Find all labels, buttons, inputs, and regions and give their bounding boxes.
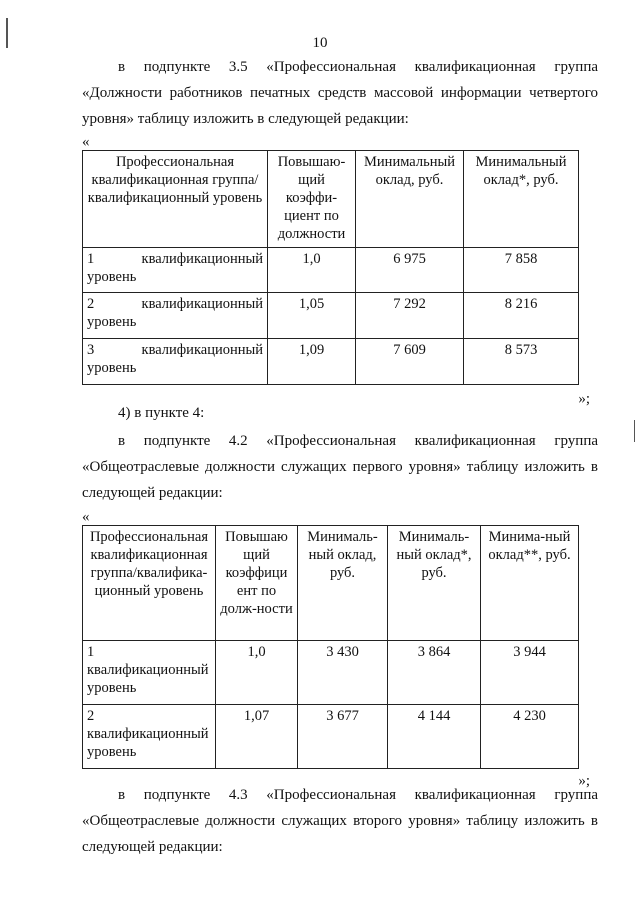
paragraph-line: «Общеотраслевые должности служащих второго уровня» таблицу изложить в [82, 813, 598, 829]
paragraph-line: в подпункте 4.2 «Профессиональная квалификационная группа [118, 433, 598, 449]
level-cell [83, 248, 268, 293]
paragraph-line: «Должности работников печатных средств массовой информации четвертого [82, 85, 598, 101]
level-tail: уровень [87, 680, 137, 696]
scan-mark-right [634, 420, 635, 442]
level-cell [83, 339, 268, 385]
coef-cell: 1,0 [268, 248, 356, 293]
coef-cell: 1,0 [216, 641, 298, 705]
paragraph-3-5 [82, 54, 598, 132]
min-salary-star-cell: 4 144 [388, 705, 481, 769]
paragraph-item-4 [82, 400, 598, 426]
header-cell: Минималь-ный оклад*, руб. [388, 526, 481, 641]
paragraph-line: 4) в пункте 4: [118, 405, 205, 421]
header-cell: Минима-ный оклад**, руб. [481, 526, 579, 641]
table-row [83, 339, 579, 385]
level-tail: уровень [87, 269, 137, 285]
min-salary-cell: 3 430 [298, 641, 388, 705]
level-tail: уровень [87, 314, 137, 330]
paragraph-line: «Общеотраслевые должности служащих первого уровня» таблицу изложить в [82, 459, 598, 475]
table-row [83, 705, 579, 769]
level-cell [83, 293, 268, 339]
header-cell: Повышаю щий коэффици ент по долж-ности [216, 526, 298, 641]
level-tail: уровень [87, 360, 137, 376]
min-salary-star-cell: 3 864 [388, 641, 481, 705]
coef-cell: 1,09 [268, 339, 356, 385]
level-word: квалификационный [87, 662, 209, 678]
paragraph-line: уровня» таблицу изложить в следующей редакции: [82, 111, 409, 127]
page-number: 10 [312, 35, 328, 51]
paragraph-line: следующей редакции: [82, 485, 223, 501]
paragraph-line: в подпункте 4.3 «Профессиональная квалификационная группа [118, 787, 598, 803]
min-salary-star-cell: 8 216 [464, 293, 579, 339]
level-tail: уровень [87, 744, 137, 760]
min-salary-star-cell: 7 858 [464, 248, 579, 293]
level-word: квалификационный [141, 342, 263, 358]
table-header-row [83, 151, 579, 248]
level-number: 1 [87, 644, 95, 660]
table1-open-quote: « [82, 134, 90, 150]
header-cell: Профессиональная квалификационная группа/квалификационный уровень [83, 151, 268, 248]
header-cell: Минимальный оклад, руб. [356, 151, 464, 248]
min-salary-cell: 7 609 [356, 339, 464, 385]
min-salary-star-cell: 8 573 [464, 339, 579, 385]
level-number: 2 [87, 296, 95, 312]
paragraph-line: следующей редакции: [82, 839, 223, 855]
level-number: 2 [87, 708, 95, 724]
table1-close-quote: »; [578, 391, 590, 407]
level-number: 1 [87, 251, 95, 267]
header-cell: Минимальный оклад*, руб. [464, 151, 579, 248]
min-salary-cell: 3 677 [298, 705, 388, 769]
header-cell: Повышаю-щий коэффи-циент по должности [268, 151, 356, 248]
table2-open-quote: « [82, 509, 90, 525]
min-salary-cell: 6 975 [356, 248, 464, 293]
paragraph-4-3 [82, 782, 598, 860]
min-salary-2star-cell: 4 230 [481, 705, 579, 769]
min-salary-cell: 7 292 [356, 293, 464, 339]
header-cell: Минималь-ный оклад, руб. [298, 526, 388, 641]
table2-close-quote: »; [578, 773, 590, 789]
level-cell [83, 641, 216, 705]
paragraph-4-2 [82, 428, 598, 506]
header-cell: Профессиональная квалификационная группа/квалифика-ционный уровень [83, 526, 216, 641]
level-number: 3 [87, 342, 95, 358]
table-row [83, 293, 579, 339]
table-row [83, 248, 579, 293]
level-word: квалификационный [141, 251, 263, 267]
coef-cell: 1,07 [216, 705, 298, 769]
coef-cell: 1,05 [268, 293, 356, 339]
min-salary-2star-cell: 3 944 [481, 641, 579, 705]
table-row [83, 641, 579, 705]
level-word: квалификационный [141, 296, 263, 312]
table-3-5 [82, 150, 579, 385]
table-4-2 [82, 525, 579, 769]
level-cell [83, 705, 216, 769]
level-word: квалификационный [87, 726, 209, 742]
paragraph-line: в подпункте 3.5 «Профессиональная квалификационная группа [118, 59, 598, 75]
table-header-row [83, 526, 579, 641]
